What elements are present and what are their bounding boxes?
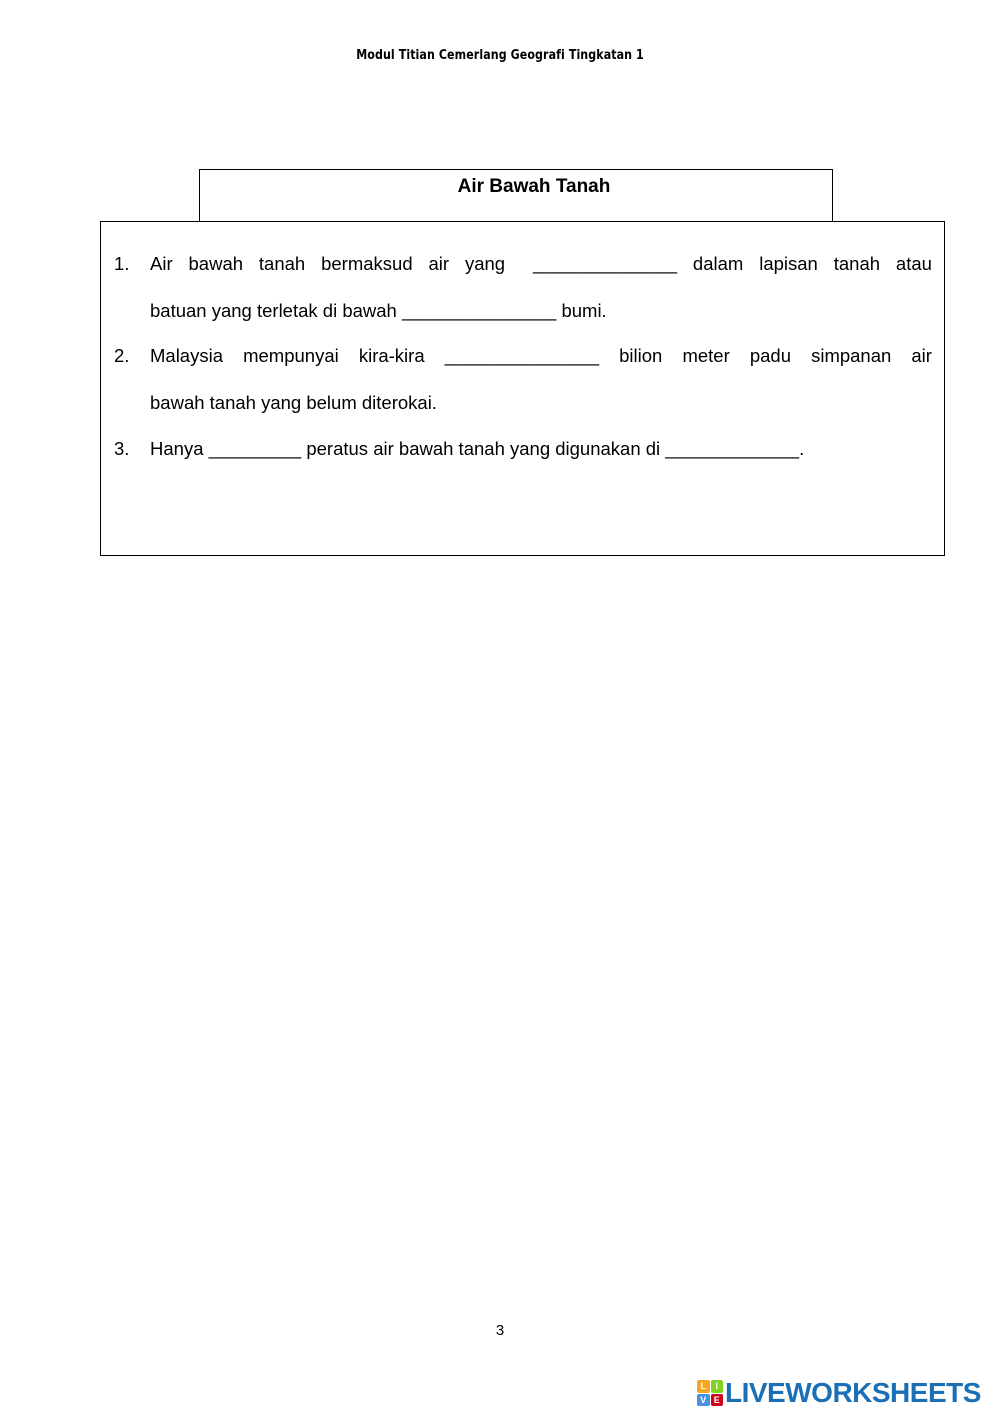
word: air <box>428 253 450 274</box>
logo-letter-v: V <box>697 1394 710 1407</box>
word: bawah <box>188 253 244 274</box>
liveworksheets-logo[interactable] <box>697 1377 981 1409</box>
answer-blank[interactable]: _______________ <box>444 345 600 366</box>
question-2-number: 2. <box>114 345 130 366</box>
word: bilion <box>619 345 663 366</box>
question-1-number: 1. <box>114 253 130 274</box>
liveworksheets-logo-text: LIVEWORKSHEETS <box>725 1377 981 1408</box>
word: Air <box>150 253 173 274</box>
liveworksheets-logo-icon <box>697 1380 723 1406</box>
logo-letter-l: L <box>697 1380 710 1393</box>
word: tanah <box>258 253 306 274</box>
word: lapisan <box>759 253 818 274</box>
word: atau <box>895 253 932 274</box>
answer-blank[interactable]: ______________ <box>532 253 678 274</box>
word: kira-kira <box>358 345 425 366</box>
logo-letter-i: I <box>711 1380 724 1393</box>
logo-letter-e: E <box>711 1394 724 1407</box>
word: yang <box>464 253 506 274</box>
question-1-line-2[interactable]: batuan yang terletak di bawah _______________ bumi. <box>150 300 607 321</box>
section-title: Air Bawah Tanah <box>457 176 611 197</box>
question-3-line-1[interactable]: Hanya _________ peratus air bawah tanah yang digunakan di _____________. <box>150 438 805 459</box>
word: simpanan <box>811 345 892 366</box>
word: bermaksud <box>321 253 413 274</box>
question-1-line-1 <box>150 252 932 276</box>
question-2-line-1 <box>150 344 932 368</box>
page-number: 3 <box>495 1322 505 1339</box>
word: mempunyai <box>243 345 339 366</box>
word: tanah <box>833 253 881 274</box>
word: meter <box>682 345 730 366</box>
word: padu <box>749 345 791 366</box>
module-header: Modul Titian Cemerlang Geografi Tingkatan 1 <box>356 48 644 63</box>
question-3-number: 3. <box>114 438 130 459</box>
word: Malaysia <box>150 345 223 366</box>
word: air <box>911 345 932 366</box>
word: dalam <box>692 253 744 274</box>
question-2-line-2: bawah tanah yang belum diterokai. <box>150 392 437 413</box>
